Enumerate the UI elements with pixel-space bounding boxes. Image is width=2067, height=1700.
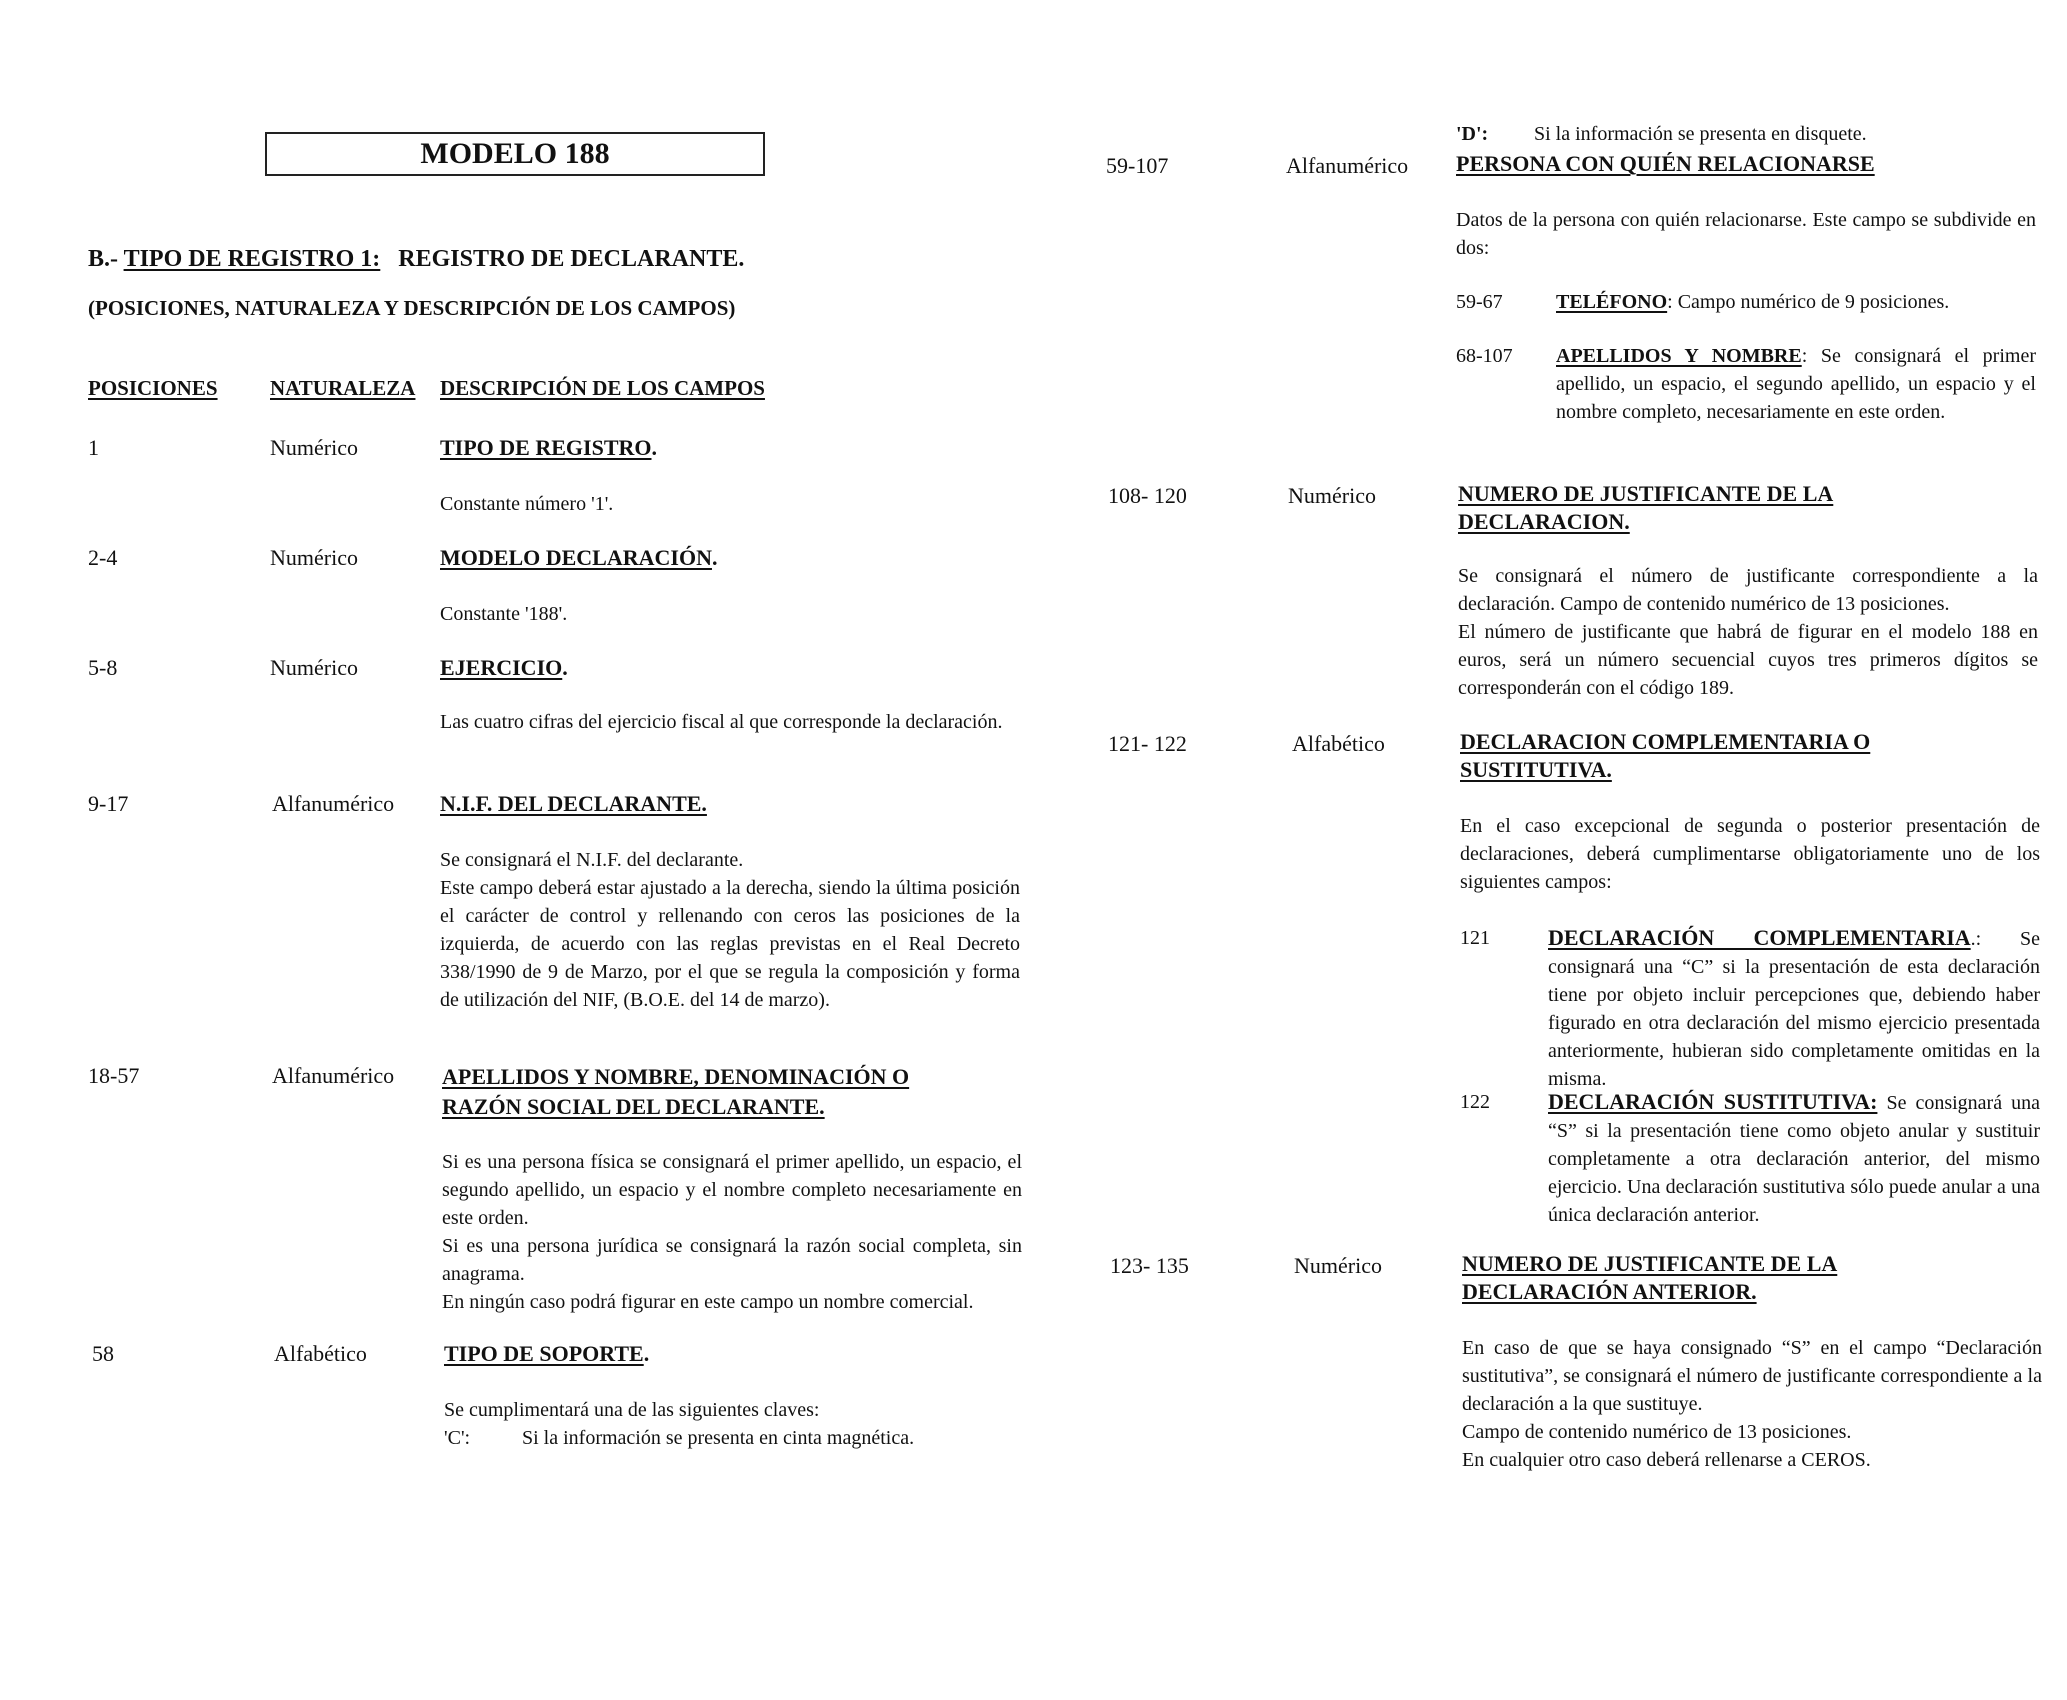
subfield-name: APELLIDOS Y NOMBRE [1556,345,1802,367]
field-name-text: MODELO DECLARACIÓN [440,545,712,570]
section-type-label: TIPO DE REGISTRO 1: [123,246,381,272]
subfield-text: : Campo numérico de 9 posiciones. [1667,291,1950,313]
field-name-text: PERSONA CON QUIÉN RELACIONARSE [1456,151,1875,176]
field-description-line: En cualquier otro caso deberá rellenarse a CEROS. [1462,1449,1871,1471]
column-header-posiciones: POSICIONES [88,376,218,400]
field-description: En el caso excepcional de segunda o posterior presentación de declaraciones, deberá cumplimentarse obligatoriamente uno de los siguientes campos: [1460,815,2040,893]
field-name [440,654,568,682]
field-name-text: EJERCICIO [440,655,563,680]
field-name-suffix: . [562,655,568,680]
field-name-text: NUMERO DE JUSTIFICANTE DE LA DECLARACIÓN ANTERIOR. [1462,1251,1838,1304]
field-nature: Numérico [270,655,358,680]
field-description: Constante '188'. [440,603,568,625]
field-nature: Alfanumérico [272,791,395,816]
field-name [444,1340,649,1368]
field-name [1462,1250,1902,1306]
subfield-text: Se consignará una “S” si la presentación tiene como objeto anular y sustituir completamente a otra declaración anterior, del mismo ejercicio. Una declaración sustitutiva sólo puede anular a una única declaración anterior. [1548,1092,2040,1226]
subfield-name: DECLARACIÓN SUSTITUTIVA: [1548,1089,1878,1114]
field-position: 121- 122 [1108,731,1187,756]
field-description [1462,1334,2042,1474]
field-name-text: TIPO DE SOPORTE [444,1341,644,1366]
field-description-line: En ningún caso podrá figurar en este campo un nombre comercial. [442,1291,974,1313]
field-description: Las cuatro cifras del ejercicio fiscal al que corresponde la declaración. [440,711,1003,733]
key-code: 'D': [1456,123,1489,145]
field-name-suffix: . [643,1341,650,1366]
subfield-text: : Se consignará el primer apellido, un espacio, el segundo apellido, un espacio y el nombre completo, necesariamente en este orden. [1556,345,2036,423]
field-description [440,846,1020,1014]
field-description-line: Si es una persona jurídica se consignará la razón social completa, sin anagrama. [442,1235,1022,1285]
field-description-line: Se cumplimentará una de las siguientes claves: [444,1399,820,1421]
field-name-text: APELLIDOS Y NOMBRE, DENOMINACIÓN O RAZÓN SOCIAL DEL DECLARANTE. [442,1064,910,1119]
field-position: 9-17 [88,791,129,816]
field-description-line: Se consignará el número de justificante correspondiente a la declaración. Campo de contenido numérico de 13 posiciones. [1458,565,2038,615]
field-position: 2-4 [88,545,118,570]
field-position: 18-57 [88,1063,140,1088]
field-position: 123- 135 [1110,1253,1189,1278]
subfield-position: 122 [1460,1091,1490,1113]
field-description-line: Se consignará el N.I.F. del declarante. [440,849,744,871]
subfield-name: DECLARACIÓN COMPLEMENTARIA [1548,925,1971,950]
field-description-line: Campo de contenido numérico de 13 posiciones. [1462,1421,1852,1443]
field-description-line: El número de justificante que habrá de figurar en el modelo 188 en euros, será un número secuencial cuyos tres primeros dígitos se corresponderán con el código 189. [1458,621,2038,699]
field-position: 108- 120 [1108,483,1187,508]
field-description: Datos de la persona con quién relacionarse. Este campo se subdivide en dos: [1456,209,2036,259]
field-name-text: TIPO DE REGISTRO [440,435,652,460]
column-header-naturaleza: NATURALEZA [270,376,416,400]
field-name [440,544,717,572]
field-name-text: DECLARACION COMPLEMENTARIA O SUSTITUTIVA. [1460,729,1871,782]
key-text: Si la información se presenta en cinta magnética. [522,1427,915,1449]
column-header-descripcion: DESCRIPCIÓN DE LOS CAMPOS [440,376,765,400]
field-nature: Alfanumérico [1286,153,1409,178]
field-name [440,434,657,462]
field-nature: Numérico [270,435,358,460]
field-description-line: Si es una persona física se consignará el primer apellido, un espacio, el segundo apellido, un espacio y el nombre completo necesariamente en este orden. [442,1151,1022,1229]
key-option-c [444,1424,1024,1452]
field-name [442,1062,962,1122]
field-name-suffix: . [651,435,657,460]
field-name [440,790,707,818]
key-text: Si la información se presenta en disquete. [1534,123,1867,145]
field-description [1458,562,2038,702]
field-nature: Alfabético [1292,731,1385,756]
section-prefix: B.- [88,246,124,272]
subfield [1548,924,2040,1093]
field-position: 1 [88,435,99,460]
field-nature: Numérico [270,545,358,570]
key-option-d [1456,120,1867,148]
field-name-suffix: . [711,545,718,570]
field-name [1458,480,1878,536]
field-name-text: N.I.F. DEL DECLARANTE. [440,791,707,816]
section-subtitle: (POSICIONES, NATURALEZA Y DESCRIPCIÓN DE LOS CAMPOS) [88,296,736,320]
subfield-position: 68-107 [1456,345,1513,367]
field-name [1456,150,1875,178]
field-description-line: En caso de que se haya consignado “S” en el campo “Declaración sustitutiva”, se consignará el número de justificante correspondiente a la declaración a la que sustituye. [1462,1337,2042,1415]
field-nature: Alfanumérico [272,1063,395,1088]
subfield-position: 59-67 [1456,291,1503,313]
field-nature: Numérico [1294,1253,1382,1278]
field-nature: Alfabético [274,1341,367,1366]
field-nature: Numérico [1288,483,1376,508]
field-position: 5-8 [88,655,118,680]
section-heading [88,246,744,273]
field-position: 59-107 [1106,153,1169,178]
subfield [1456,288,2036,316]
field-description [442,1148,1022,1316]
field-description: Constante número '1'. [440,493,614,515]
subfield-name: TELÉFONO [1556,291,1668,313]
subfield-text: .: Se consignará una “C” si la presentación de esta declaración tiene por objeto incluir percepciones que, debiendo haber figurado en otra declaración del mismo ejercicio presentada anteriormente, hubieran sido completamente omitidas en la misma. [1548,928,2040,1090]
key-code: 'C': [444,1427,471,1449]
field-description [444,1396,1024,1452]
field-description-line: Este campo deberá estar ajustado a la derecha, siendo la última posición el carácter de control y rellenando con ceros las posiciones de la izquierda, de acuerdo con las reglas previstas en el Real Decreto 338/1990 de 9 de Marzo, por el que se regula la composición y forma de utilización del NIF, (B.O.E. del 14 de marzo). [440,877,1020,1011]
subfield [1556,342,2036,426]
subfield [1548,1088,2040,1229]
subfield-position: 121 [1460,927,1490,949]
field-name-text: NUMERO DE JUSTIFICANTE DE LA DECLARACION. [1458,481,1834,534]
field-position: 58 [92,1341,114,1366]
document-title: MODELO 188 [265,132,765,176]
field-name [1460,728,1900,784]
section-name: REGISTRO DE DECLARANTE. [398,246,745,272]
